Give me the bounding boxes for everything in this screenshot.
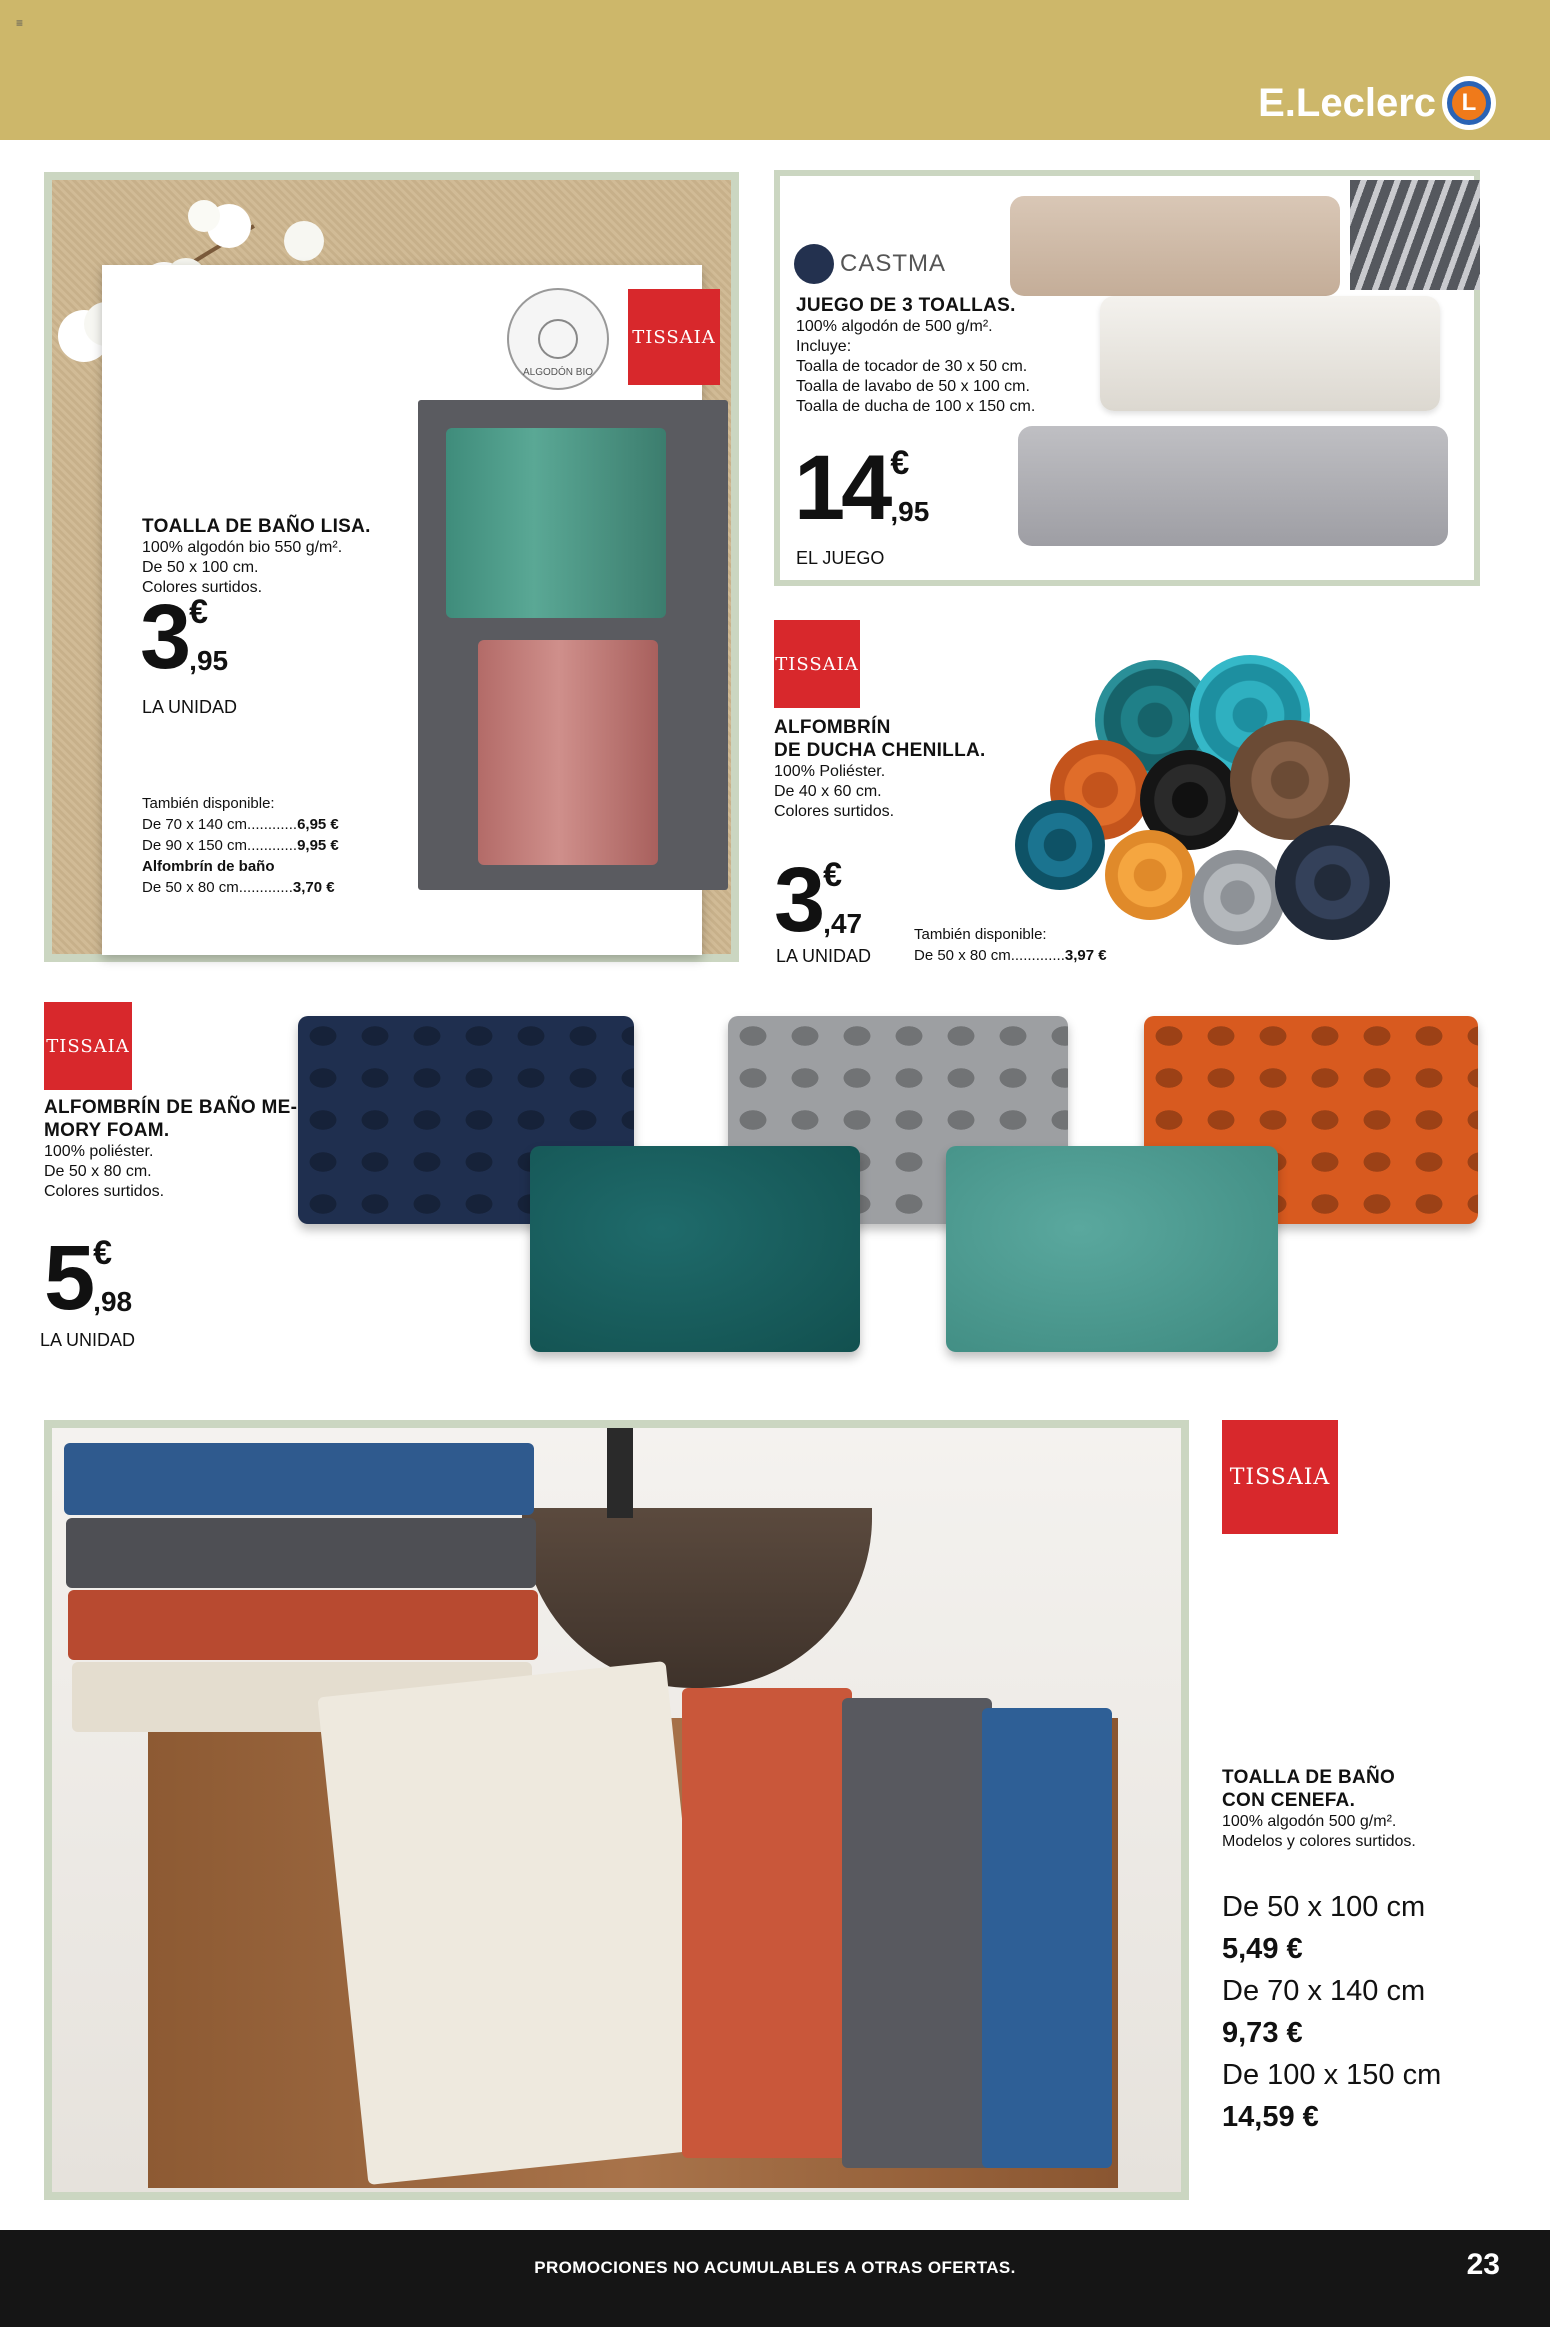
brand-name: E.Leclerc bbox=[1258, 80, 1436, 125]
leclerc-logo-icon: L bbox=[1442, 76, 1496, 130]
footer-bar bbox=[0, 2230, 1550, 2327]
price-unit: LA UNIDAD bbox=[142, 697, 238, 717]
product-desc-2: De 50 x 80 cm. bbox=[44, 1163, 152, 1180]
towel-tray bbox=[418, 400, 728, 890]
product-photo-cenefa bbox=[44, 1420, 1189, 2200]
rolled-mat bbox=[1275, 825, 1390, 940]
price-unit: LA UNIDAD bbox=[40, 1330, 136, 1350]
price-unit: LA UNIDAD bbox=[776, 946, 872, 966]
product-title-1: TOALLA DE BAÑO bbox=[1222, 1767, 1396, 1788]
product-card-toalla-lisa[interactable] bbox=[44, 172, 739, 962]
size-label: De 100 x 150 cm bbox=[1222, 2059, 1442, 2091]
header-mark: ≡ bbox=[16, 16, 24, 30]
white-towel-set bbox=[1100, 296, 1440, 411]
product-price: 3 € ,95 bbox=[140, 586, 229, 688]
product-desc-1: 100% Poliéster. bbox=[774, 763, 886, 780]
product-price: 5 € ,98 bbox=[44, 1227, 133, 1329]
page-number: 23 bbox=[1466, 2248, 1500, 2281]
product-desc-2: De 50 x 100 cm. bbox=[142, 559, 259, 576]
product-desc-3: Colores surtidos. bbox=[142, 579, 263, 596]
tissaia-logo: TISSAIA bbox=[44, 1002, 132, 1090]
product-desc-2: Incluye: bbox=[796, 338, 852, 355]
product-title: JUEGO DE 3 TOALLAS. bbox=[796, 295, 1016, 316]
hanging-towel-blue bbox=[982, 1708, 1112, 2168]
rolled-mats-image bbox=[1010, 600, 1460, 980]
sink-bowl bbox=[522, 1508, 872, 1688]
product-photo-card bbox=[102, 265, 716, 955]
folded-towel-grey bbox=[66, 1518, 536, 1588]
product-desc-1: 100% algodón de 500 g/m². bbox=[796, 318, 993, 335]
rolled-mat bbox=[1105, 830, 1195, 920]
rolled-mat bbox=[1230, 720, 1350, 840]
also-available-list: También disponible: De 50 x 80 cm............. 3,97 € bbox=[914, 926, 1107, 964]
tissaia-logo: TISSAIA bbox=[1222, 1420, 1338, 1534]
bio-badge-text: ALGODÓN BIO bbox=[522, 367, 593, 378]
product-title: TOALLA DE BAÑO LISA. bbox=[142, 516, 371, 537]
size-label: De 50 x 100 cm bbox=[1222, 1891, 1426, 1923]
size-price: 9,73 € bbox=[1222, 2017, 1303, 2049]
rolled-mat bbox=[1015, 800, 1105, 890]
product-desc-4: Toalla de lavabo de 50 x 100 cm. bbox=[796, 378, 1030, 395]
product-card-juego-toallas[interactable] bbox=[774, 170, 1480, 586]
hanging-towel-grey bbox=[842, 1698, 992, 2168]
size-price: 14,59 € bbox=[1222, 2101, 1319, 2133]
tissaia-logo: TISSAIA bbox=[628, 289, 720, 385]
size-price: 5,49 € bbox=[1222, 1933, 1303, 1965]
product-desc-3: Colores surtidos. bbox=[44, 1183, 165, 1200]
product-desc-1: 100% poliéster. bbox=[44, 1143, 154, 1160]
product-price: 3 € ,47 bbox=[774, 849, 863, 951]
size-price-list bbox=[1222, 1886, 1441, 2138]
brand-logo[interactable] bbox=[1258, 76, 1496, 130]
hanging-towel-red bbox=[682, 1688, 852, 2158]
green-towel bbox=[446, 428, 666, 618]
castma-logo-icon bbox=[794, 244, 834, 284]
folded-towel-red bbox=[68, 1590, 538, 1660]
hanging-towel-cream bbox=[317, 1661, 716, 2185]
product-desc-3: Colores surtidos. bbox=[774, 803, 895, 820]
rolled-mat bbox=[1190, 850, 1285, 945]
beige-towel-set bbox=[1010, 196, 1340, 296]
header-bar bbox=[0, 0, 1550, 140]
product-desc-3: Toalla de tocador de 30 x 50 cm. bbox=[796, 358, 1028, 375]
castma-logo: CASTMA bbox=[794, 244, 946, 284]
product-desc-2: De 40 x 60 cm. bbox=[774, 783, 882, 800]
towel-texture-inset bbox=[1350, 180, 1480, 290]
product-desc-5: Toalla de ducha de 100 x 150 cm. bbox=[796, 398, 1036, 415]
product-desc-1: 100% algodón bio 550 g/m². bbox=[142, 539, 343, 556]
product-price: 14 € ,95 bbox=[794, 437, 930, 539]
footer-note: PROMOCIONES NO ACUMULABLES A OTRAS OFERTAS. bbox=[534, 2258, 1016, 2277]
product-title-2: MORY FOAM. bbox=[44, 1120, 170, 1141]
grey-towel-set bbox=[1018, 426, 1448, 546]
product-title-1: ALFOMBRÍN DE BAÑO ME- bbox=[44, 1097, 298, 1118]
folded-towel-blue bbox=[64, 1443, 534, 1515]
teal-leaf-mat bbox=[530, 1146, 860, 1352]
tissaia-logo: TISSAIA bbox=[774, 620, 860, 708]
product-desc-2: Modelos y colores surtidos. bbox=[1222, 1833, 1416, 1850]
bio-badge-icon bbox=[507, 288, 609, 390]
product-desc-1: 100% algodón 500 g/m². bbox=[1222, 1813, 1397, 1830]
product-title-2: CON CENEFA. bbox=[1222, 1790, 1356, 1811]
size-label: De 70 x 140 cm bbox=[1222, 1975, 1426, 2007]
product-title-2: DE DUCHA CHENILLA. bbox=[774, 740, 986, 761]
product-title-1: ALFOMBRÍN bbox=[774, 717, 891, 738]
mint-leaf-mat bbox=[946, 1146, 1278, 1352]
pink-towel bbox=[478, 640, 658, 865]
also-available-list: También disponible: De 70 x 140 cm............ 6,95 € De 90 x 150 cm............ 9,95 € Alfombrín de baño De 50 x 80 cm............. 3,70 € bbox=[142, 795, 339, 896]
price-unit: EL JUEGO bbox=[796, 548, 885, 568]
faucet bbox=[607, 1428, 633, 1518]
